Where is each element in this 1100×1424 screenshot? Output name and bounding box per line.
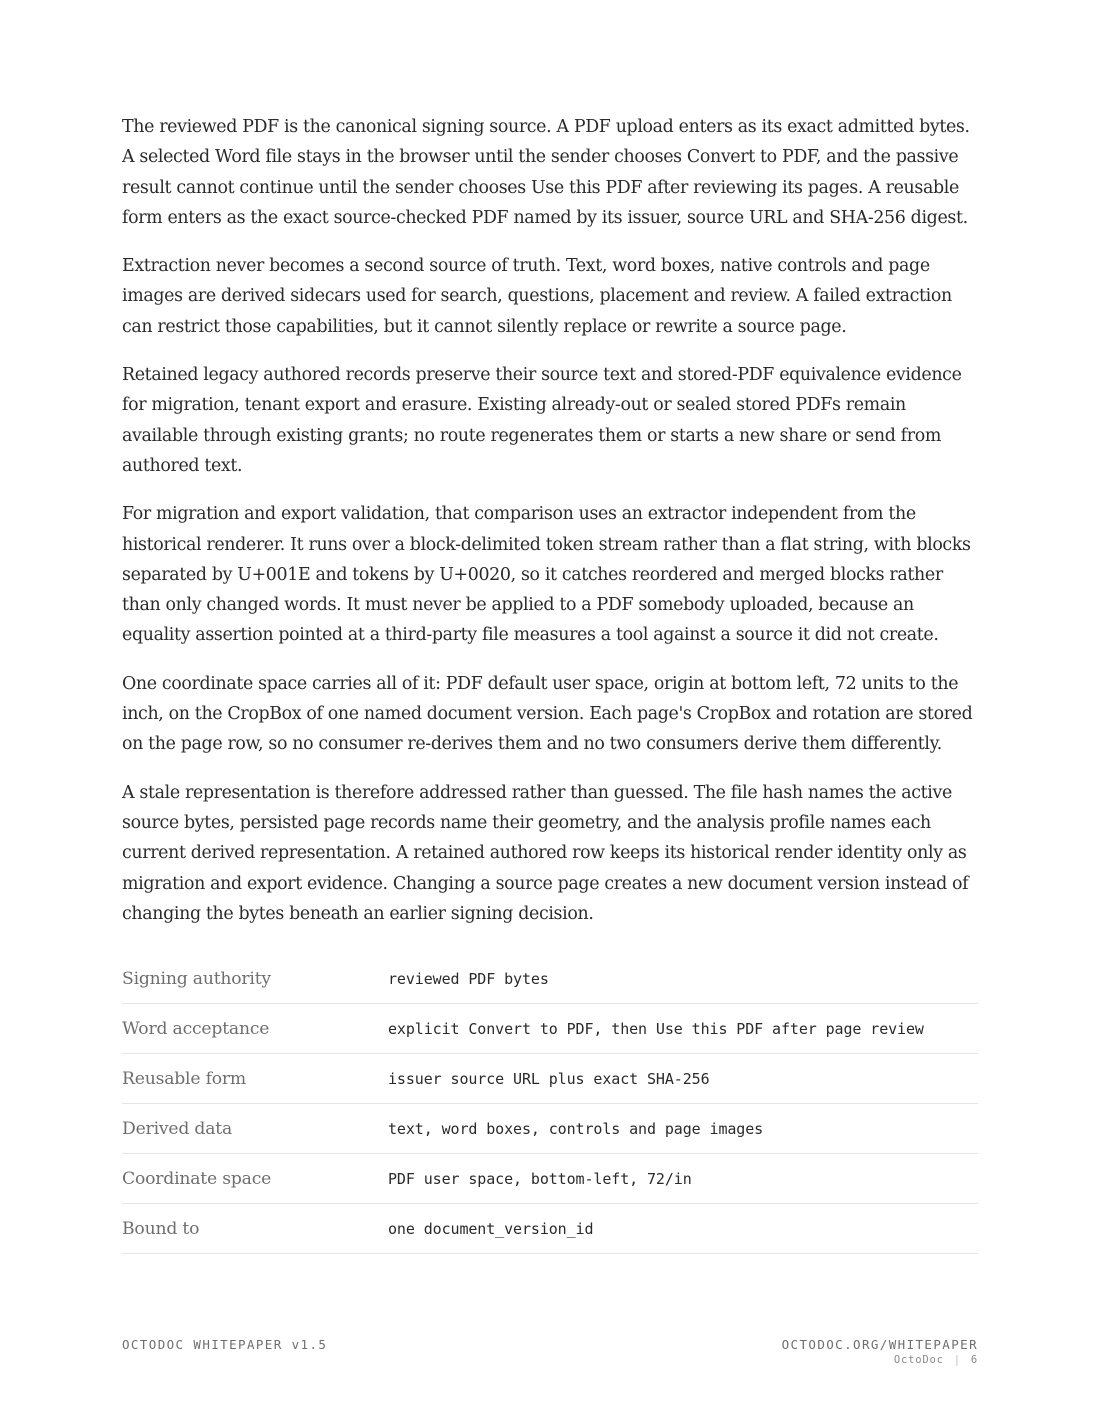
spec-table (122, 954, 978, 1254)
spec-label: Word acceptance (122, 1018, 270, 1039)
body-paragraph: The reviewed PDF is the canonical signing source. A PDF upload enters as its exact admitted bytes. A selected Word file stays in the browser until the sender chooses Convert to PDF, and the passive result cannot continue until the sender chooses Use this PDF after reviewing its pages. A reusable form enters as the exact source-checked PDF named by its issuer, source URL and SHA-256 digest. (122, 117, 970, 228)
footer-right (782, 1337, 978, 1366)
footer-document-title: OCTODOC WHITEPAPER v1.5 (122, 1337, 328, 1352)
body-paragraph: One coordinate space carries all of it: PDF default user space, origin at bottom left, 72 units to the inch, on the CropBox of one named document version. Each page's CropBox and rotation are stored on the page row, so no consumer re-derives them and no two consumers derive them differently. (122, 673, 973, 755)
page-number: 6 (970, 1354, 978, 1366)
spec-label: Coordinate space (122, 1168, 272, 1189)
spec-value: issuer source URL plus exact SHA-256 (388, 1069, 710, 1088)
spec-value: PDF user space, bottom-left, 72/in (388, 1169, 692, 1188)
spec-row (122, 1204, 978, 1254)
spec-row (122, 1154, 978, 1204)
body-paragraph: A stale representation is therefore addressed rather than guessed. The file hash names the active source bytes, persisted page records name their geometry, and the analysis profile names each current derived representation. A retained authored row keeps its historical render identity only as migration and export evidence. Changing a source page creates a new document version instead of changing the bytes beneath an earlier signing decision. (122, 782, 969, 924)
spec-row (122, 1054, 978, 1104)
spec-label: Reusable form (122, 1068, 247, 1089)
body-paragraph: Retained legacy authored records preserve their source text and stored-PDF equivalence evidence for migration, tenant export and erasure. Existing already-out or sealed stored PDFs remain available through existing grants; no route regenerates them or starts a new share or send from authored text. (122, 365, 962, 476)
document-page (122, 112, 978, 1254)
spec-row (122, 1104, 978, 1154)
body-paragraph: For migration and export validation, that comparison uses an extractor independent from the historical renderer. It runs over a block-delimited token stream rather than a flat string, with blocks separated by U+001E and tokens by U+0020, so it catches reordered and merged blocks rather than only changed words. It must never be applied to a PDF somebody uploaded, because an equality assertion pointed at a third-party file measures a tool against a source it did not create. (122, 504, 971, 646)
footer-url: OCTODOC.ORG/WHITEPAPER (781, 1337, 978, 1352)
spec-value: text, word boxes, controls and page images (388, 1119, 764, 1138)
spec-row (122, 954, 978, 1004)
spec-value: explicit Convert to PDF, then Use this PDF after page review (388, 1019, 924, 1038)
footer-meta (782, 1354, 978, 1366)
spec-value: one document_version_id (388, 1219, 594, 1238)
footer-brand: OctoDoc (893, 1354, 944, 1366)
spec-label: Bound to (122, 1218, 200, 1239)
footer-separator: | (953, 1354, 961, 1366)
spec-label: Derived data (122, 1118, 233, 1139)
spec-label: Signing authority (122, 968, 271, 989)
spec-row (122, 1004, 978, 1054)
body-paragraph: Extraction never becomes a second source of truth. Text, word boxes, native controls and page images are derived sidecars used for search, questions, placement and review. A failed extraction can restrict those capabilities, but it cannot silently replace or rewrite a source page. (122, 256, 952, 337)
spec-value: reviewed PDF bytes (388, 969, 549, 988)
